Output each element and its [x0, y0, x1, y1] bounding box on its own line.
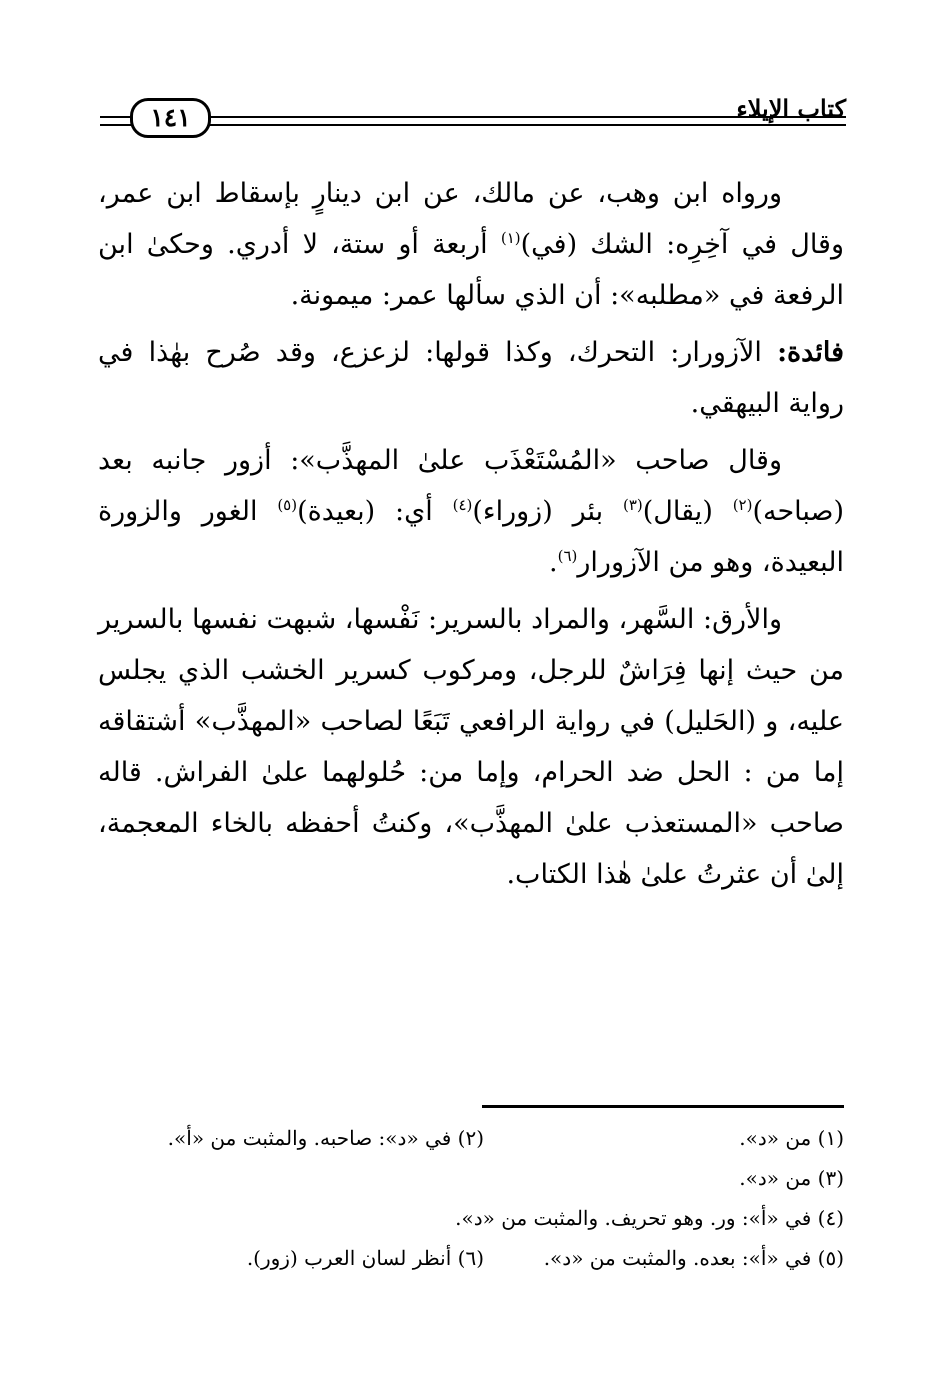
- footnote-ref-6: (٦): [557, 547, 578, 565]
- paragraph-1: [98, 168, 844, 321]
- footnote-row: [98, 1118, 844, 1158]
- footnote-4: (٤) في «أ»: ور. وهو تحريف. والمثبت من «د».: [455, 1206, 844, 1230]
- footnote-6: (٦) أنظر لسان العرب (زور).: [246, 1246, 484, 1270]
- footnote-ref-4: (٤): [452, 496, 473, 514]
- page-header: [100, 90, 846, 134]
- footnote-ref-5: (٥): [277, 496, 298, 514]
- footnote-5: (٥) في «أ»: بعده. والمثبت من «د».: [543, 1246, 844, 1270]
- note-label: فائدة:: [777, 337, 844, 368]
- footnote-ref-1: (١): [500, 229, 521, 247]
- page-number: ١٤١: [130, 98, 211, 138]
- paragraph-3-text-e: الغور والزورة البعيدة، وهو من الآزورار: [98, 496, 844, 578]
- footnote-row: [98, 1158, 844, 1198]
- paragraph-3: [98, 435, 844, 588]
- footnote-ref-3: (٣): [622, 496, 643, 514]
- header-rule-top: [100, 116, 846, 118]
- footnote-1: (١) من «د».: [739, 1126, 844, 1150]
- footnote-3: (٣) من «د».: [739, 1166, 844, 1190]
- paragraph-4: والأرق: السَّهر، والمراد بالسرير: نَفْسها، شبهت نفسها بالسرير من حيث إنها فِرَاشٌ للرجل، ومركوب كسرير الخشب الذي يجلس عليه، و (الحَليل) في رواية الرافعي تَبَعًا لصاحب «المهذَّب» أشتقاقه إما من : الحل ضد الحرام، وإما من: حُلولهما علىٰ الفراش. قاله صاحب «المستعذب علىٰ المهذَّب»، وكنتُ أحفظه بالخاء المعجمة، إلىٰ أن عثرتُ علىٰ هٰذا الكتاب.: [98, 604, 844, 890]
- paragraph-1-text: ورواه ابن وهب، عن مالك، عن ابن دينارٍ بإسقاط ابن عمر، وقال في آخِرِه: الشك (في): [98, 178, 844, 260]
- header-rule-bottom: [100, 124, 846, 126]
- footnote-row: [98, 1238, 844, 1278]
- paragraph-3-text-f: .: [549, 547, 558, 578]
- footnotes: [98, 1118, 844, 1278]
- footnote-row: [98, 1198, 844, 1238]
- main-text: [98, 168, 844, 906]
- footnote-2: (٢) في «د»: صاحبه. والمثبت من «أ».: [167, 1126, 484, 1150]
- footnote-ref-2: (٢): [732, 496, 753, 514]
- paragraph-3-text-d: أي: (بعيدة): [297, 496, 453, 527]
- paragraph-3-text-b: (يقال): [642, 496, 733, 527]
- paragraph-1-text-cont: أربعة أو ستة، لا أدري. وحكىٰ ابن الرفعة في «مطلبه»: أن الذي سألها عمر: ميمونة.: [98, 229, 844, 311]
- paragraph-3-text-a: وقال صاحب «المُسْتَعْذَب علىٰ المهذَّب»: أزور جانبه بعد (صباحه): [98, 445, 845, 527]
- book-title: كتاب الإيلاء: [736, 94, 846, 123]
- paragraph-2: [98, 327, 844, 429]
- paragraph-3-text-c: بئر (زوراء): [472, 496, 623, 527]
- footnote-separator: [482, 1105, 844, 1108]
- paragraph-2-text: الآزورار: التحرك، وكذا قولها: لزعزع، وقد صُرح بهٰذا في رواية البيهقي.: [98, 337, 844, 419]
